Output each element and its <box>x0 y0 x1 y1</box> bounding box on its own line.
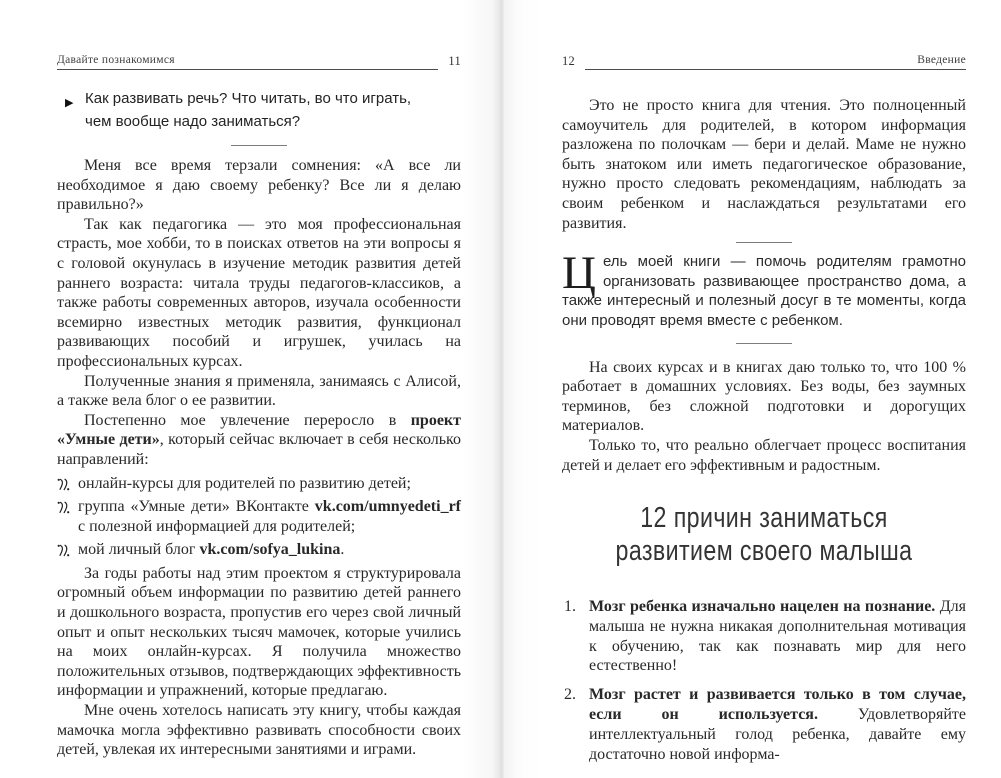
list-item-text: онлайн-курсы для родителей по развитию детей; <box>78 474 411 492</box>
reason-number: 1. <box>564 598 576 616</box>
ornament-bullet-icon <box>57 543 70 556</box>
reason-number: 2. <box>564 686 576 704</box>
paragraph: Это не просто книга для чтения. Это полноценный самоучитель для родителей, в котором информация разложена по полочкам — бери и делай. Маме не нужно быть знатоком или иметь педагогическое образование, нужно просто следовать рекомендациям, наблюдать за своим ребенком и наслаждаться результатами его развития. <box>562 97 966 232</box>
reason-text: Для малыша не нужна никакая дополнительная мотивация к обучению, так как познавать мир для него естественно! <box>589 598 966 675</box>
project-name-bold: проект «Умные дети» <box>57 411 461 449</box>
section-heading-line: 12 причин заниматься <box>640 502 888 535</box>
reason-text: Удовлетворяйте интеллектуальный голод ребенка, давайте ему достаточно новой информа- <box>589 706 967 763</box>
list-item <box>57 497 461 536</box>
reasons-list <box>562 597 966 764</box>
right-page-number: 12 <box>562 54 576 68</box>
vk-link-text: vk.com/umnyedeti_rf <box>314 498 461 516</box>
ornament-bullet-icon <box>57 477 70 490</box>
right-chapter-title: Введение <box>917 54 966 70</box>
paragraph-text: , который сейчас включает в себя несколько направлений: <box>57 431 461 468</box>
ornament-bullet-icon <box>57 500 70 513</box>
reason-item <box>562 685 966 764</box>
section-heading <box>562 502 966 568</box>
list-item <box>57 540 461 560</box>
list-item-text: . <box>340 541 345 559</box>
paragraph <box>57 411 461 470</box>
list-item-text: с полезной информацией для родителей; <box>78 517 356 535</box>
drop-cap-letter: Ц <box>562 247 596 300</box>
goal-paragraph <box>562 247 966 330</box>
paragraph: Только то, что реально облегчает процесс воспитания детей и делает его эффективным и радостным. <box>562 436 966 474</box>
list-item <box>57 474 461 494</box>
goal-text: ель моей книги — помочь родителям грамотно организовать развивающее пространство дома, а также интересный и полезный досуг в те моменты, когда они проводят время вместе с ребенком. <box>562 253 966 329</box>
section-divider <box>231 145 287 146</box>
right-header-rule <box>585 47 917 70</box>
left-page-number: 11 <box>448 54 461 68</box>
triangle-bullet-icon: ▶ <box>65 96 74 109</box>
list-item-text: мой личный блог <box>78 541 200 559</box>
section-divider <box>736 242 792 243</box>
paragraph-text: Постепенно мое увлечение переросло в <box>84 411 411 429</box>
section-heading-line: развитием своего малыша <box>615 535 913 568</box>
page-gutter-shadow <box>462 0 542 778</box>
left-header-rule <box>175 47 439 70</box>
list-item-text: группа «Умные дети» ВКонтакте <box>78 498 315 516</box>
vk-link-text: vk.com/sofya_lukina <box>199 541 341 559</box>
right-page <box>562 48 966 773</box>
paragraph: Меня все время терзали сомнения: «А все ли необходимое я даю своему ребенку? Все ли я делаю правильно?» <box>57 157 461 214</box>
right-running-head <box>562 48 966 70</box>
left-chapter-title: Давайте познакомимся <box>57 54 175 70</box>
reason-bold-lead: Мозг ребенка изначально нацелен на познание. <box>589 598 936 616</box>
paragraph: Мне очень хотелось написать эту книгу, чтобы каждая мамочка могла эффективно развивать способности своих детей, увлекая их интересными занятиями и играми. <box>57 702 461 759</box>
section-divider <box>736 343 792 344</box>
paragraph: Так как педагогика — это моя профессиональная страсть, мое хобби, то в поисках ответов на эти вопросы я с головой окунулась в изучение методик развития детей раннего возраста: читала труды педагогов-классиков, а также работы современных авторов, изучала особенности всемирно известных методик развития, функционал развивающих пособий и игрушек, училась на профессиональных курсах. <box>57 215 461 370</box>
paragraph: Полученные знания я применяла, занимаясь с Алисой, а также вела блог о ее развитии. <box>57 372 461 410</box>
question-list-item <box>65 87 433 133</box>
reason-bold-lead: Мозг растет и развивается только в том случае, если он используется. <box>589 686 966 724</box>
left-page <box>57 48 461 760</box>
project-directions-list <box>57 474 461 560</box>
left-running-head <box>57 48 461 70</box>
reason-item <box>562 597 966 676</box>
paragraph: За годы работы над этим проектом я структурировала огромный объем информации по развитию детей раннего и дошкольного возраста, пропустив его через свой личный опыт и опыт нескольких тысяч мамочек, которые учились на моих онлайн-курсах. Я получила множество положительных отзывов, подтверждающих эффективность информации и упражнений, которые предлагаю. <box>57 564 461 700</box>
paragraph: На своих курсах и в книгах даю только то, что 100 % работает в домашних условиях. Без воды, без заумных терминов, без сложной подготовки и дорогущих материалов. <box>562 358 966 435</box>
question-text: Как развивать речь? Что читать, во что играть, чем вообще надо заниматься? <box>85 90 412 130</box>
